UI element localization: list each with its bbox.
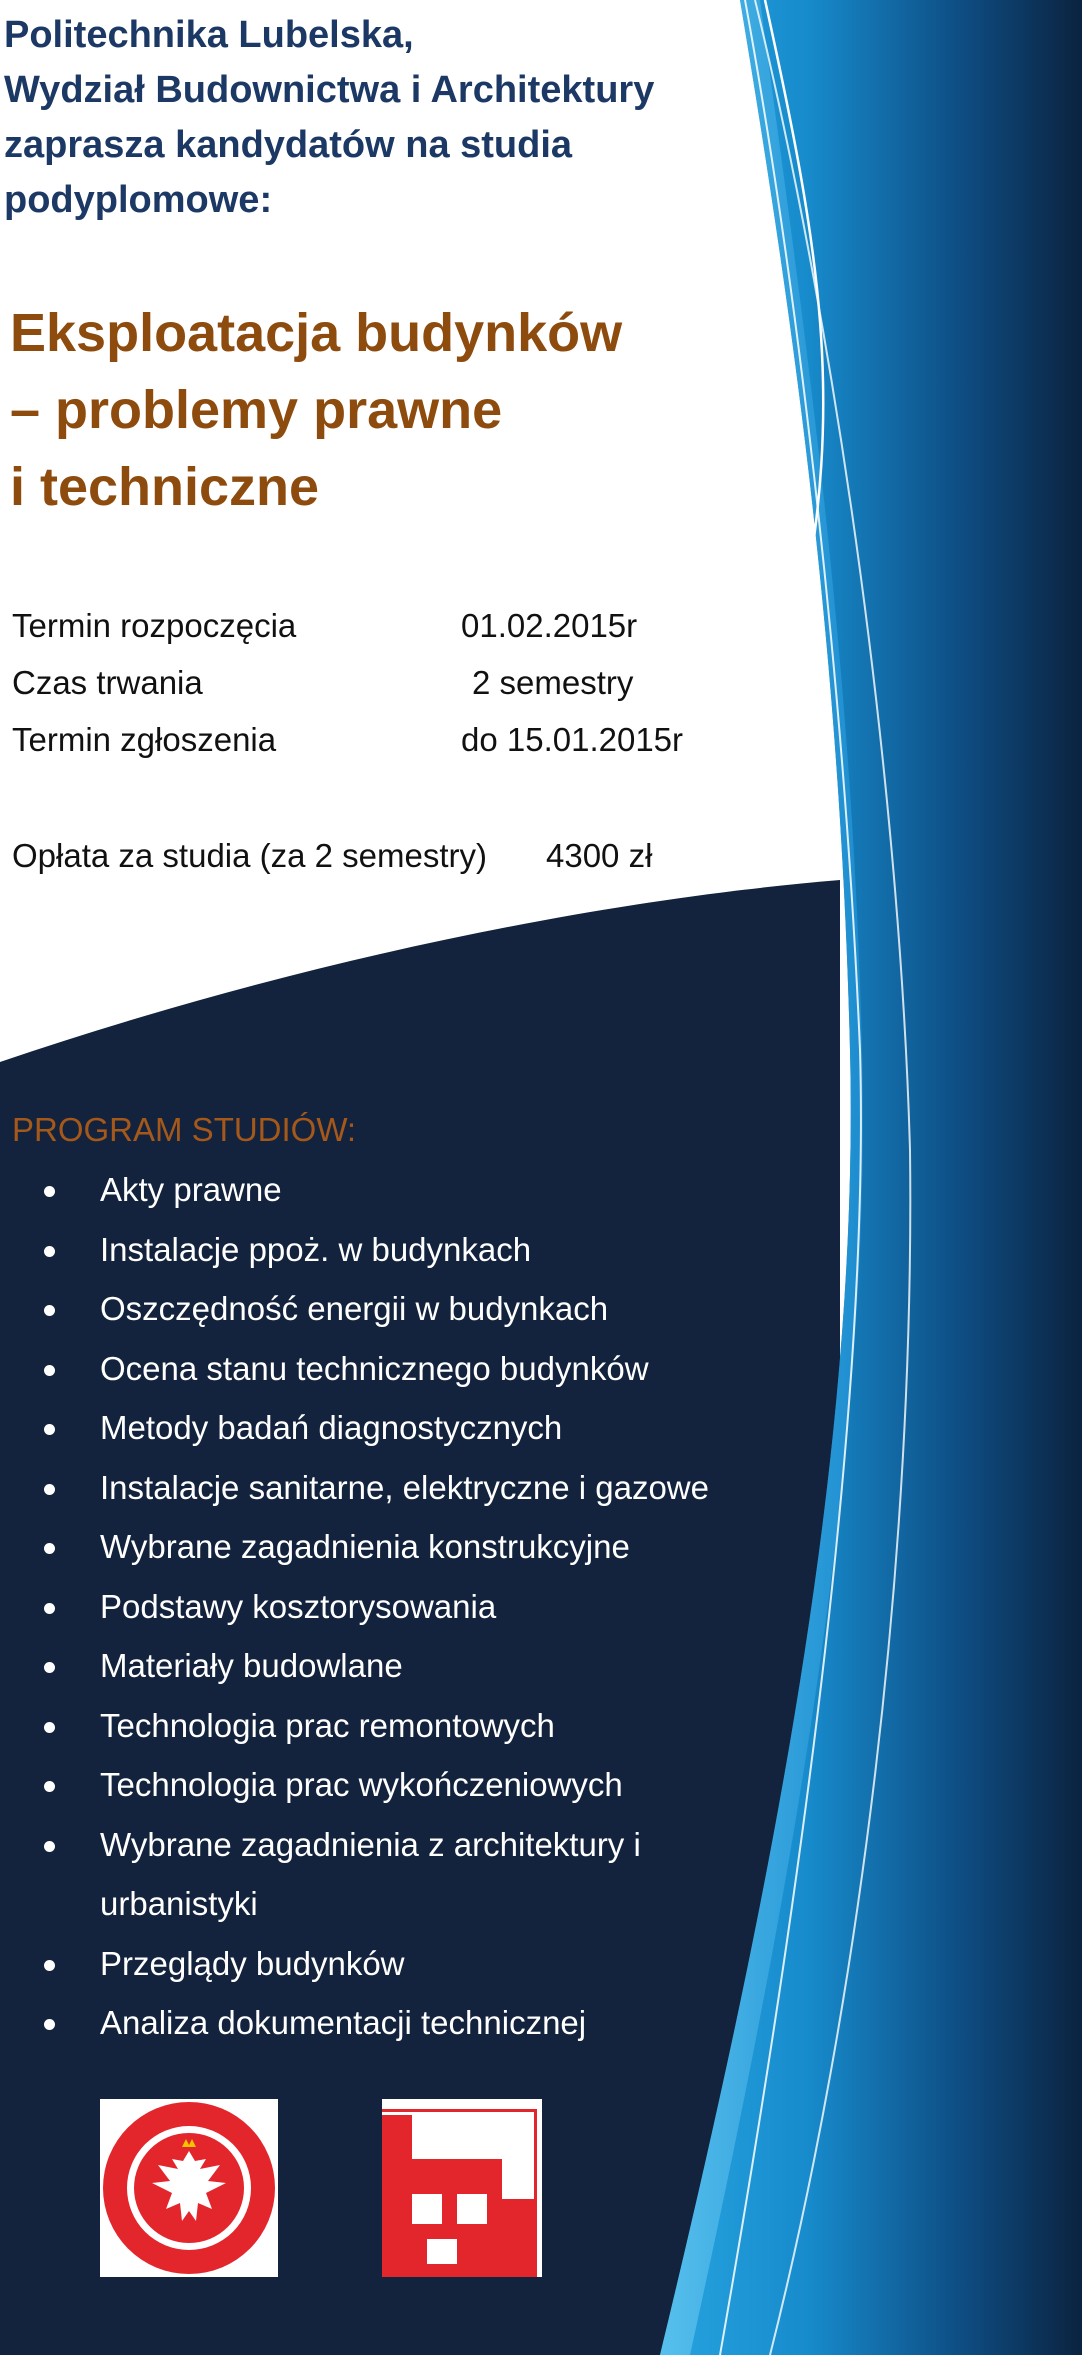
fee-label: Opłata za studia (za 2 semestry) [12, 837, 488, 874]
list-item: Przeglądy budynków [30, 1934, 730, 1994]
program-heading: PROGRAM STUDIÓW: [12, 1111, 357, 1148]
eagle-emblem-icon [100, 2099, 278, 2277]
list-item: Wybrane zagadnienia konstrukcyjne [30, 1517, 730, 1577]
application-deadline-label: Termin zgłoszenia [12, 721, 277, 758]
course-title [10, 295, 770, 526]
list-item: Technologia prac remontowych [30, 1696, 730, 1756]
list-item: Instalacje sanitarne, elektryczne i gazowe [30, 1458, 730, 1518]
duration-label: Czas trwania [12, 664, 203, 701]
header-line: Wydział Budownictwa i Architektury [4, 69, 655, 111]
duration-value: 2 semestry [472, 664, 634, 701]
list-item: Ocena stanu technicznego budynków [30, 1339, 730, 1399]
list-item: Oszczędność energii w budynkach [30, 1279, 730, 1339]
faculty-logo [382, 2099, 542, 2277]
list-item: Metody badań diagnostycznych [30, 1398, 730, 1458]
start-date-label: Termin rozpoczęcia [12, 607, 297, 644]
list-item: Technologia prac wykończeniowych [30, 1755, 730, 1815]
list-item: Materiały budowlane [30, 1636, 730, 1696]
application-deadline-value: do 15.01.2015r [461, 721, 684, 758]
list-item: Wybrane zagadnienia z architektury i urbanistyki [30, 1815, 730, 1934]
faculty-blocks-icon [382, 2099, 542, 2277]
header-line: podyplomowe: [4, 179, 273, 221]
header-line: zaprasza kandydatów na studia [4, 124, 573, 166]
list-item: Podstawy kosztorysowania [30, 1577, 730, 1637]
course-title-line: Eksploatacja budynków [10, 303, 623, 363]
university-emblem-logo [100, 2099, 278, 2277]
start-date-value: 01.02.2015r [461, 607, 638, 644]
invitation-header [4, 8, 764, 228]
course-title-line: – problemy prawne [10, 380, 503, 440]
course-title-line: i techniczne [10, 457, 320, 517]
list-item: Analiza dokumentacji technicznej [30, 1993, 730, 2053]
program-list [30, 1160, 730, 2053]
list-item: Instalacje ppoż. w budynkach [30, 1220, 730, 1280]
fee-value: 4300 zł [546, 837, 653, 874]
header-line: Politechnika Lubelska, [4, 14, 414, 56]
list-item: Akty prawne [30, 1160, 730, 1220]
